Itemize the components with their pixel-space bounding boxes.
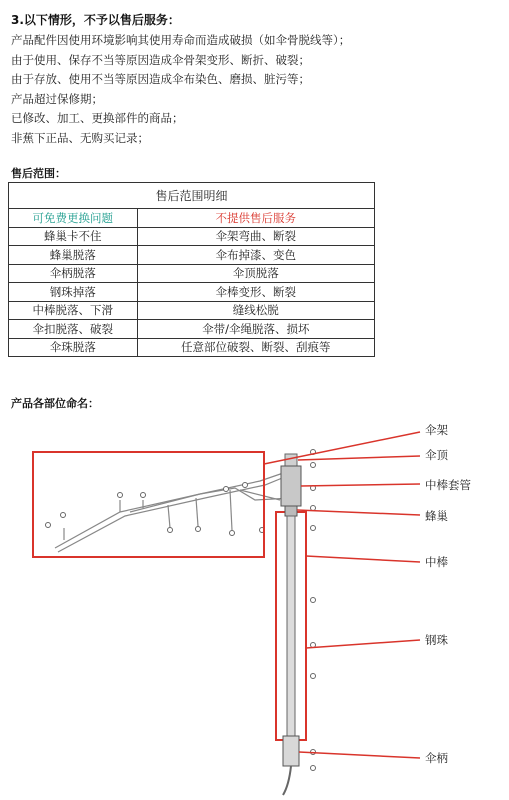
section-heading: 3.以下情形，不予以售后服务： (11, 13, 180, 27)
table-row (9, 264, 375, 283)
column-header-not-covered: 不提供售后服务 (137, 209, 374, 228)
not-covered-cell: 任意部位破裂、断裂、刮痕等 (137, 338, 374, 357)
table-row (9, 283, 375, 302)
umbrella-handle (283, 736, 299, 766)
after-sales-table (8, 182, 375, 357)
not-covered-cell: 伞布掉漆、变色 (137, 246, 374, 265)
table-row (9, 227, 375, 246)
not-covered-cell: 缝线松脱 (137, 301, 374, 320)
center-shaft (287, 516, 295, 736)
label-shaft: 中棒 (425, 555, 448, 569)
label-top: 伞顶 (425, 448, 448, 462)
exclusion-item: 产品配件因使用环境影响其使用寿命而造成破损（如伞骨脱线等）； (11, 33, 351, 47)
table-row (9, 320, 375, 339)
after-sales-label: 售后范围： (11, 167, 66, 180)
runner-hive (285, 506, 297, 516)
umbrella-parts-diagram (0, 405, 509, 800)
table-title: 售后范围明细 (9, 183, 375, 209)
not-covered-cell: 伞顶脱落 (137, 264, 374, 283)
exclusion-list (11, 31, 501, 148)
label-hive: 蜂巢 (425, 509, 448, 523)
frame-rivet-markers (46, 471, 298, 536)
label-handle: 伞柄 (425, 751, 448, 765)
label-bead: 钢珠 (425, 633, 448, 647)
not-covered-cell: 伞带/伞绳脱落、损坏 (137, 320, 374, 339)
shaft-sleeve (281, 466, 301, 506)
handle-strap (283, 766, 291, 795)
free-cell: 蜂巢卡不住 (9, 227, 138, 246)
table-row (9, 301, 375, 320)
free-cell: 伞扣脱落、破裂 (9, 320, 138, 339)
exclusion-item: 由于使用、保存不当等原因造成伞骨架变形、断折、破裂； (11, 52, 310, 67)
column-header-free: 可免费更换问题 (9, 209, 138, 228)
free-cell: 钢珠掉落 (9, 283, 138, 302)
table-row (9, 338, 375, 357)
label-frame: 伞架 (425, 423, 448, 437)
free-cell: 伞珠脱落 (9, 338, 138, 357)
free-cell: 中棒脱落、下滑 (9, 301, 138, 320)
not-covered-cell: 伞棒变形、断裂 (137, 283, 374, 302)
exclusion-item: 已修改、加工、更换部件的商品； (11, 111, 184, 125)
exclusion-item: 产品超过保修期； (11, 91, 103, 106)
parts-label: 产品各部位命名： (11, 397, 99, 410)
not-covered-cell: 伞架弯曲、断裂 (137, 227, 374, 246)
shaft-markers (311, 450, 316, 771)
umbrella-frame (55, 470, 292, 552)
label-sleeve: 中棒套管 (425, 478, 471, 492)
table-row (9, 246, 375, 265)
exclusion-item: 非蕉下正品、无购买记录； (11, 130, 149, 145)
free-cell: 蜂巢脱落 (9, 246, 138, 265)
free-cell: 伞柄脱落 (9, 264, 138, 283)
exclusion-item: 由于存放、使用不当等原因造成伞布染色、磨损、脏污等； (11, 72, 310, 86)
